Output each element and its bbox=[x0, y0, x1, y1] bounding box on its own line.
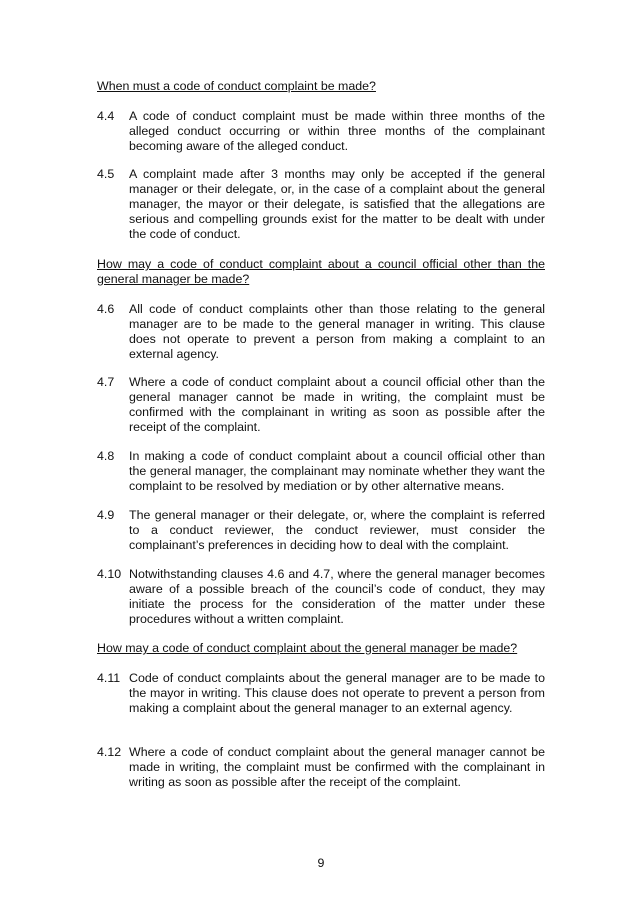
clause-4-10 bbox=[97, 567, 545, 627]
clause-text: A code of conduct complaint must be made within three months of the alleged conduct occurring or within three months of the complainant becoming aware of the alleged conduct. bbox=[129, 109, 545, 153]
clause-text: Where a code of conduct complaint about the general manager cannot be made in writing, the complaint must be confirmed with the complainant in writing as soon as possible after the receipt of the complaint. bbox=[129, 745, 545, 789]
clause-4-6 bbox=[97, 302, 545, 362]
clause-text: Notwithstanding clauses 4.6 and 4.7, where the general manager becomes aware of a possible breach of the council’s code of conduct, they may initiate the process for the consideration of the matter under these procedures without a written complaint. bbox=[129, 567, 545, 626]
clause-4-12 bbox=[97, 745, 545, 790]
clause-4-9 bbox=[97, 508, 545, 553]
clause-number: 4.7 bbox=[97, 375, 115, 389]
clause-text: Code of conduct complaints about the general manager are to be made to the mayor in writing. This clause does not operate to prevent a person from making a complaint about the general manager to an external agency. bbox=[129, 671, 545, 715]
clause-number: 4.11 bbox=[97, 671, 121, 685]
clause-text: Where a code of conduct complaint about a council official other than the general manager cannot be made in writing, the complaint must be confirmed with the complainant in writing as soon as possible after the receipt of the complaint. bbox=[129, 375, 545, 434]
clause-4-8 bbox=[97, 449, 545, 494]
clause-text: The general manager or their delegate, or, where the complaint is referred to a conduct reviewer, the conduct reviewer, must consider the complainant’s preferences in deciding how to deal with the complaint. bbox=[129, 508, 545, 552]
clause-text: All code of conduct complaints other than those relating to the general manager are to be made to the general manager in writing. This clause does not operate to prevent a person from making a complaint to an external agency. bbox=[129, 302, 545, 361]
section-heading-general-manager: How may a code of conduct complaint about the general manager be made? bbox=[97, 641, 518, 655]
clause-text: A complaint made after 3 months may only be accepted if the general manager or their delegate, or, in the case of a complaint about the general manager, the mayor or their delegate, is satisfied that the allegations are serious and compelling grounds exist for the matter to be dealt with under the code of conduct. bbox=[129, 167, 545, 241]
section-heading-other-official: How may a code of conduct complaint about a council official other than the general manager be made? bbox=[97, 257, 545, 286]
clause-4-7 bbox=[97, 375, 545, 435]
section-heading-when: When must a code of conduct complaint be made? bbox=[97, 79, 376, 93]
clause-4-11 bbox=[97, 671, 545, 716]
clause-4-5 bbox=[97, 167, 545, 242]
clause-4-4 bbox=[97, 109, 545, 154]
clause-number: 4.5 bbox=[97, 167, 115, 181]
clause-number: 4.10 bbox=[97, 567, 122, 581]
clause-number: 4.9 bbox=[97, 508, 115, 522]
clause-number: 4.6 bbox=[97, 302, 115, 316]
clause-number: 4.12 bbox=[97, 745, 122, 759]
clause-number: 4.4 bbox=[97, 109, 115, 123]
clause-text: In making a code of conduct complaint about a council official other than the general manager, the complainant may nominate whether they want the complaint to be resolved by mediation or by other alternative means. bbox=[129, 449, 545, 493]
clause-number: 4.8 bbox=[97, 449, 115, 463]
page-number: 9 bbox=[317, 856, 325, 870]
